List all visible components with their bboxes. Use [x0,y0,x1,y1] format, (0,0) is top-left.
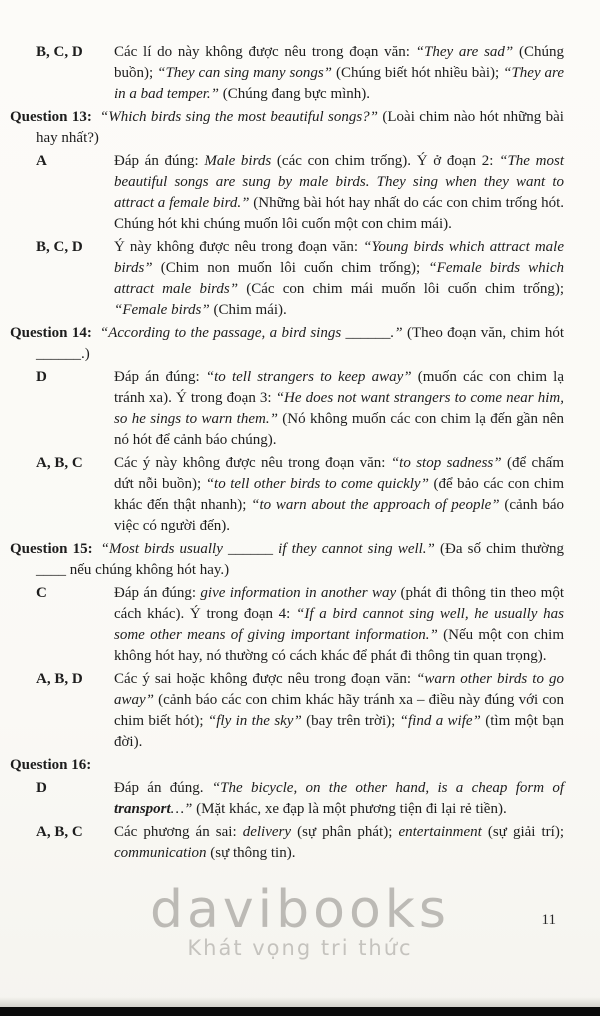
text-segment: “Which birds sing the most beautiful songs?” [99,109,379,125]
text-segment: (bay trên trời); [301,713,400,729]
text-segment: Các lí do này không được nêu trong đoạn văn: [114,44,416,60]
question-row [10,107,564,149]
answer-option-label: D [36,780,47,796]
text-segment: Male birds [204,153,272,169]
explanation-text [114,42,564,105]
answer-row [36,367,564,451]
watermark-slogan: Khát vọng tri thức [187,936,413,960]
text-segment: Đáp án đúng: [114,585,201,601]
explanation-text [114,778,564,820]
question-row [10,755,564,776]
answer-option-label: B, C, D [36,239,83,255]
answer-option-label: A, B, C [36,824,83,840]
text-segment: (Chim non muốn lôi cuốn chim trống); [152,260,429,276]
answer-row [36,453,564,537]
text-segment: “Female birds which attract male birds” [114,260,564,297]
answer-option-label: D [36,369,47,385]
question-row [10,539,564,581]
explanation-text [36,325,564,362]
text-segment: Các phương án sai: [114,824,243,840]
scan-edge-bottom [0,1007,600,1016]
answer-row [36,822,564,864]
text-segment: “They are in a bad temper.” [114,65,564,102]
text-segment: communication [114,845,207,861]
explanation-text [114,453,564,537]
explanation-text [114,237,564,321]
text-segment: (Những bài hót hay nhất do các con chim trống hót. Chúng hót khi chúng muốn lôi cuốn một con chim mái). [114,195,564,232]
text-segment: delivery [242,824,292,840]
text-segment: …” [170,801,193,817]
text-segment: (Chúng đang bực mình). [219,86,371,102]
question-label: Question 13: [10,109,92,125]
text-segment: “to warn about the approach of people” [251,497,500,513]
text-segment: entertainment [398,824,482,840]
text-segment: “The most beautiful songs are sung by male birds. They sing when they want to attract a female bird.” [114,153,564,211]
scan-shadow [0,997,600,1007]
text-segment: (sự phân phát); [291,824,399,840]
answer-row [36,42,564,105]
text-segment: Đáp án đúng. [114,780,212,796]
text-segment: (Nó không muốn các con chim lạ đến gần nên nó hót để cảnh báo chúng). [114,411,564,448]
content-blocks [10,42,565,864]
text-segment: “find a wife” [399,713,481,729]
text-segment: (để bảo các con chim khác đến thật nhanh); [114,476,564,513]
page-number: 11 [541,912,556,928]
text-segment: (Đa số chim thường ____ nếu chúng không hót hay.) [36,541,564,578]
text-segment: “He does not want strangers to come near him, so he sings to warn them.” [114,390,565,427]
answer-option-label: A, B, C [36,455,83,471]
text-segment: “The bicycle, on the other hand, is a cheap form of [211,780,565,796]
answer-row [36,583,564,667]
text-segment: (tìm một bạn đời). [114,713,564,750]
text-segment: (sự giải trí); [481,824,565,840]
text-segment: “They are sad” [415,44,514,60]
question-label: Question 14: [10,325,92,341]
answer-option-label: A [36,153,47,169]
text-segment: transport [114,801,171,817]
text-segment: (muốn các con chim lạ tránh xa). Ý trong đoạn 3: [114,369,564,406]
text-segment: (cảnh báo việc có người đến). [114,497,565,534]
text-segment: “to stop sadness” [390,455,502,471]
answer-option-label: B, C, D [36,44,83,60]
answer-row [36,778,564,820]
text-segment: Các ý này không được nêu trong đoạn văn: [114,455,391,471]
text-segment: (cảnh báo các con chim khác hãy tránh xa – điều này đúng với con chim biết hót); [114,692,564,729]
answer-row [36,237,564,321]
text-segment: Các ý sai hoặc không được nêu trong đoạn văn: [114,671,417,687]
explanation-text [114,151,564,235]
text-segment: “warn other birds to go away” [114,671,564,708]
text-segment: “Young birds which attract male birds” [114,239,564,276]
text-segment: “to tell other birds to come quickly” [205,476,429,492]
text-segment: (Theo đoạn văn, chim hót ______.) [36,325,564,362]
text-segment: (phát đi thông tin theo một cách khác). Ý trong đoạn 4: [114,585,564,622]
watermark-brand: davibooks [150,880,450,940]
text-segment: (Mặt khác, xe đạp là một phương tiện đi lại rẻ tiền). [192,801,507,817]
explanation-text [114,583,564,667]
question-label: Question 16: [10,757,92,773]
text-segment: Đáp án đúng: [114,369,206,385]
explanation-text [36,541,564,578]
explanation-text [114,367,564,451]
text-segment: “If a bird cannot sing well, he usually has some other means of giving important information.” [114,606,564,643]
footer-zone [0,880,600,1000]
text-segment: “They can sing many songs” [157,65,333,81]
answer-option-label: A, B, D [36,671,83,687]
text-segment: “to tell strangers to keep away” [205,369,412,385]
text-segment: (các con chim trống). Ý ở đoạn 2: [271,153,500,169]
explanation-text [36,109,564,146]
text-segment: (Chim mái). [209,302,287,318]
text-segment: (sự thông tin). [206,845,296,861]
text-segment: “According to the passage, a bird sings ______.” [99,325,403,341]
question-row [10,323,564,365]
answer-row [36,669,564,753]
answer-option-label: C [36,585,47,601]
text-segment: Ý này không được nêu trong đoạn văn: [114,239,364,255]
explanation-text [114,669,564,753]
text-segment: (Loài chim nào hót những bài hay nhất?) [36,109,564,146]
text-segment: (Chúng biết hót nhiều bài); [332,65,504,81]
explanation-text [114,822,564,864]
text-segment: (Nếu một con chim không hót hay, nó thường có cách khác để phát đi thông tin quan trọng). [114,627,564,664]
text-segment: “Most birds usually ______ if they cannot sing well.” [100,541,435,557]
text-segment: “fly in the sky” [207,713,302,729]
text-segment: “Female birds” [114,302,210,318]
text-segment: Đáp án đúng: [114,153,205,169]
question-label: Question 15: [10,541,93,557]
text-segment: (Chúng buồn); [114,44,564,81]
answer-row [36,151,564,235]
text-segment: (để chấm dứt nỗi buồn); [114,455,565,492]
text-segment: (Các con chim mái muốn lôi cuốn chim trống); [238,281,564,297]
text-segment: give information in another way [200,585,397,601]
